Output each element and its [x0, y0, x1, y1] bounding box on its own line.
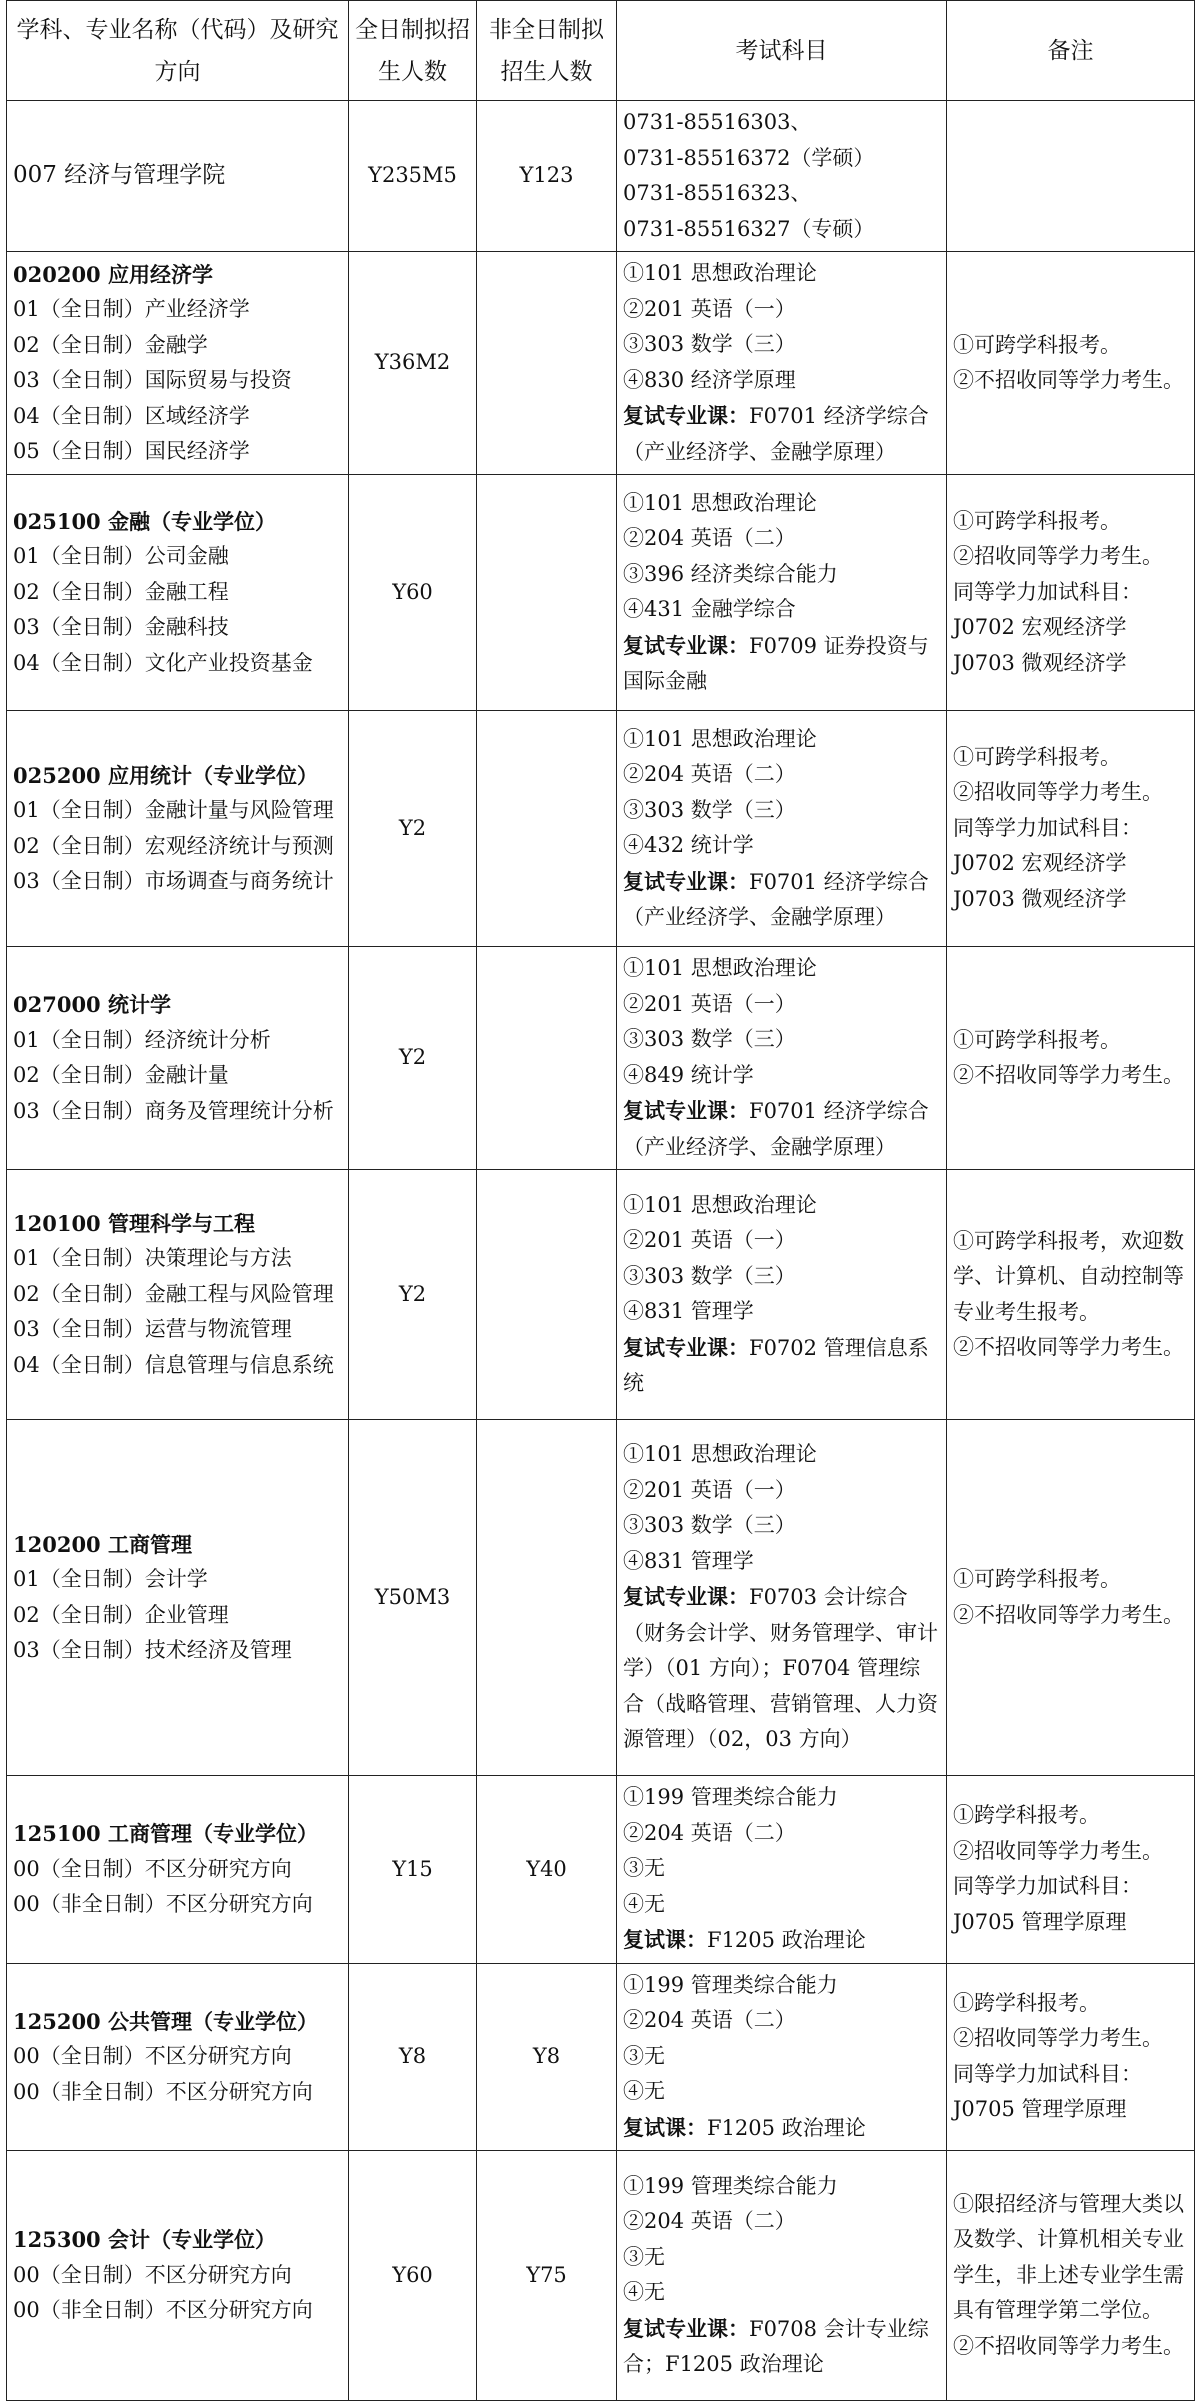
major-parttime-quota: [477, 475, 617, 711]
major-row: [7, 252, 1195, 475]
exam-subject: ①101 思想政治理论: [623, 490, 817, 515]
retest-course: [623, 1579, 940, 1758]
exam-subject: ④831 管理学: [623, 1299, 754, 1323]
exam-subject: ①101 思想政治理论: [623, 1192, 817, 1217]
exam-subject: ④831 管理学: [623, 1548, 754, 1573]
research-direction: 02（全日制）金融计量: [13, 1063, 229, 1087]
remark-line: ①可跨学科报考。: [953, 744, 1121, 769]
remark-line: ②招收同等学力考生。: [953, 780, 1163, 805]
research-direction: 00（全日制）不区分研究方向: [13, 2262, 292, 2287]
research-direction: 04（全日制）文化产业投资基金: [13, 650, 313, 675]
retest-course: [623, 864, 940, 936]
college-note: [947, 101, 1195, 252]
exam-subject: ③无: [623, 2043, 665, 2068]
major-row: [7, 711, 1195, 947]
major-fulltime-quota: Y8: [349, 1963, 477, 2151]
retest-label: 复试课：: [623, 1927, 707, 1952]
college-name: 007 经济与管理学院: [7, 101, 349, 252]
exam-subject: ①199 管理类综合能力: [623, 2173, 838, 2198]
retest-text: F0701 经济学综合（产业经济学、金融学原理）: [623, 404, 929, 464]
remark-line: ①可跨学科报考。: [953, 332, 1121, 357]
major-title: 025200 应用统计（专业学位）: [13, 762, 318, 788]
contact-line: 0731-85516303、: [623, 110, 812, 134]
retest-label: 复试专业课：: [623, 868, 749, 894]
major-cell: [7, 1420, 349, 1776]
exam-subject: ②201 英语（一）: [623, 1228, 796, 1252]
retest-label: 复试专业课：: [623, 403, 749, 428]
remark-line: J0705 管理学原理: [953, 2097, 1127, 2122]
exam-subject: ②201 英语（一）: [623, 296, 796, 321]
major-fulltime-quota: Y60: [349, 475, 477, 711]
exam-subjects: [617, 252, 947, 475]
header-major: 学科、专业名称（代码）及研究方向: [7, 1, 349, 101]
major-fulltime-quota: Y15: [349, 1776, 477, 1964]
remark-line: 同等学力加试科目：: [953, 815, 1142, 840]
college-fulltime: Y235M5: [349, 101, 477, 252]
major-title: 025100 金融（专业学位）: [13, 508, 276, 534]
major-parttime-quota: Y75: [477, 2151, 617, 2401]
major-row: [7, 1776, 1195, 1964]
research-direction: 01（全日制）决策理论与方法: [13, 1246, 292, 1271]
remarks: [947, 1963, 1195, 2151]
major-cell: [7, 475, 349, 711]
retest-text: F0709 证券投资与国际金融: [623, 633, 929, 693]
major-title: 125100 工商管理（专业学位）: [13, 1821, 318, 1846]
research-direction: 02（全日制）金融工程与风险管理: [13, 1281, 334, 1306]
major-fulltime-quota: Y2: [349, 947, 477, 1170]
college-row: [7, 101, 1195, 252]
remark-line: ②招收同等学力考生。: [953, 1838, 1163, 1863]
retest-text: F0703 会计综合（财务会计学、财务管理学、审计学）（01 方向）；F0704 管理综合（战略管理、营销管理、人力资源管理）（02，03 方向）: [623, 1585, 938, 1752]
major-cell: [7, 1776, 349, 1964]
contact-line: 0731-85516327（专硕）: [623, 216, 875, 241]
remark-line: ①跨学科报考。: [953, 1990, 1100, 2015]
research-direction: 02（全日制）宏观经济统计与预测: [13, 833, 334, 858]
retest-label: 复试专业课：: [623, 1098, 749, 1123]
admissions-table-container: [6, 0, 1195, 2401]
exam-subject: ③303 数学（三）: [623, 797, 796, 822]
research-direction: 04（全日制）区域经济学: [13, 403, 250, 428]
research-direction: 03（全日制）国际贸易与投资: [13, 368, 292, 392]
remarks: [947, 252, 1195, 475]
remark-line: ①可跨学科报考，欢迎数学、计算机、自动控制等专业考生报考。: [953, 1228, 1184, 1324]
exam-subject: ③无: [623, 1856, 665, 1880]
research-direction: 03（全日制）技术经济及管理: [13, 1638, 292, 1662]
major-cell: [7, 947, 349, 1170]
major-title: 125300 会计（专业学位）: [13, 2227, 276, 2253]
admissions-table: [6, 0, 1195, 2401]
research-direction: 00（全日制）不区分研究方向: [13, 1856, 292, 1881]
exam-subject: ②204 英语（二）: [623, 762, 796, 786]
major-row: [7, 1963, 1195, 2151]
exam-subject: ③396 经济类综合能力: [623, 561, 838, 586]
major-row: [7, 2151, 1195, 2401]
research-direction: 00（非全日制）不区分研究方向: [13, 1892, 313, 1916]
remarks: [947, 1420, 1195, 1776]
retest-text: F1205 政治理论: [707, 2115, 866, 2140]
research-direction: 00（非全日制）不区分研究方向: [13, 2079, 313, 2104]
exam-subjects: [617, 947, 947, 1170]
major-parttime-quota: [477, 711, 617, 947]
exam-subjects: [617, 1963, 947, 2151]
major-parttime-quota: [477, 1170, 617, 1420]
research-direction: 03（全日制）市场调查与商务统计: [13, 869, 334, 893]
remark-line: ②不招收同等学力考生。: [953, 368, 1184, 392]
major-fulltime-quota: Y50M3: [349, 1420, 477, 1776]
remarks: [947, 1170, 1195, 1420]
major-cell: [7, 1963, 349, 2151]
contact-line: 0731-85516323、: [623, 181, 812, 205]
exam-subject: ③303 数学（三）: [623, 332, 796, 356]
exam-subjects: [617, 1420, 947, 1776]
header-parttime: 非全日制拟招生人数: [477, 1, 617, 101]
remark-line: ①跨学科报考。: [953, 1803, 1100, 1828]
major-parttime-quota: [477, 1420, 617, 1776]
major-cell: [7, 2151, 349, 2401]
research-direction: 03（全日制）运营与物流管理: [13, 1317, 292, 1342]
exam-subject: ④无: [623, 1891, 665, 1916]
exam-subject: ④849 统计学: [623, 1062, 754, 1087]
major-cell: [7, 711, 349, 947]
retest-label: 复试课：: [623, 2114, 707, 2140]
exam-subject: ②201 英语（一）: [623, 991, 796, 1016]
exam-subject: ④830 经济学原理: [623, 367, 796, 392]
retest-course: [623, 2110, 940, 2147]
exam-subjects: [617, 2151, 947, 2401]
retest-label: 复试专业课：: [623, 632, 749, 658]
remarks: [947, 2151, 1195, 2401]
major-fulltime-quota: Y60: [349, 2151, 477, 2401]
retest-course: [623, 1330, 940, 1402]
exam-subject: ②204 英语（二）: [623, 1820, 796, 1845]
major-title: 120100 管理科学与工程: [13, 1210, 255, 1236]
remark-line: ②不招收同等学力考生。: [953, 1602, 1184, 1627]
remarks: [947, 711, 1195, 947]
major-row: [7, 1420, 1195, 1776]
retest-text: F0708 会计专业综合；F1205 政治理论: [623, 2316, 929, 2376]
remarks: [947, 947, 1195, 1170]
remark-line: J0702 宏观经济学: [953, 615, 1127, 640]
exam-subject: ④431 金融学综合: [623, 597, 796, 621]
retest-course: [623, 628, 940, 700]
remark-line: 同等学力加试科目：: [953, 1874, 1142, 1899]
major-row: [7, 1170, 1195, 1420]
exam-subject: ①101 思想政治理论: [623, 726, 817, 751]
exam-subject: ④无: [623, 2280, 665, 2304]
exam-subject: ③303 数学（三）: [623, 1263, 796, 1288]
research-direction: 03（全日制）金融科技: [13, 615, 229, 640]
retest-course: [623, 398, 940, 470]
retest-course: [623, 2311, 940, 2383]
exam-subject: ④无: [623, 2079, 665, 2103]
research-direction: 05（全日制）国民经济学: [13, 439, 250, 463]
exam-subject: ③303 数学（三）: [623, 1027, 796, 1051]
remark-line: J0703 微观经济学: [953, 650, 1127, 675]
research-direction: 02（全日制）金融工程: [13, 579, 229, 604]
exam-subject: ③无: [623, 2244, 665, 2269]
exam-subject: ①101 思想政治理论: [623, 1442, 817, 1467]
retest-label: 复试专业课：: [623, 1584, 749, 1610]
retest-course: [623, 1922, 940, 1959]
research-direction: 01（全日制）公司金融: [13, 544, 229, 569]
major-parttime-quota: [477, 947, 617, 1170]
remark-line: ①可跨学科报考。: [953, 508, 1121, 533]
remarks: [947, 475, 1195, 711]
research-direction: 03（全日制）商务及管理统计分析: [13, 1098, 334, 1123]
retest-text: F0701 经济学综合（产业经济学、金融学原理）: [623, 869, 929, 929]
research-direction: 01（全日制）会计学: [13, 1567, 208, 1591]
remark-line: ①可跨学科报考。: [953, 1027, 1121, 1052]
exam-subjects: [617, 711, 947, 947]
major-title: 125200 公共管理（专业学位）: [13, 2008, 318, 2034]
research-direction: 01（全日制）经济统计分析: [13, 1027, 271, 1052]
remark-line: J0703 微观经济学: [953, 886, 1127, 911]
remark-line: ②招收同等学力考生。: [953, 2026, 1163, 2051]
major-cell: [7, 1170, 349, 1420]
major-fulltime-quota: Y2: [349, 711, 477, 947]
remark-line: 同等学力加试科目：: [953, 2061, 1142, 2086]
retest-course: [623, 1093, 940, 1165]
college-parttime: Y123: [477, 101, 617, 252]
research-direction: 00（非全日制）不区分研究方向: [13, 2298, 313, 2323]
exam-subject: ②204 英语（二）: [623, 2008, 796, 2032]
retest-text: F0702 管理信息系统: [623, 1335, 929, 1395]
college-contacts: [617, 101, 947, 252]
remark-line: ②招收同等学力考生。: [953, 544, 1163, 569]
exam-subjects: [617, 475, 947, 711]
major-parttime-quota: Y8: [477, 1963, 617, 2151]
major-fulltime-quota: Y36M2: [349, 252, 477, 475]
exam-subject: ①199 管理类综合能力: [623, 1972, 838, 1997]
remark-line: ②不招收同等学力考生。: [953, 1063, 1184, 1087]
research-direction: 01（全日制）产业经济学: [13, 297, 250, 321]
major-parttime-quota: [477, 252, 617, 475]
research-direction: 02（全日制）金融学: [13, 332, 208, 357]
exam-subject: ②201 英语（一）: [623, 1477, 796, 1502]
remark-line: ①限招经济与管理大类以及数学、计算机相关专业学生，非上述专业学生需具有管理学第二学位。: [953, 2191, 1184, 2323]
retest-text: F1205 政治理论: [707, 1928, 866, 1952]
exam-subject: ②204 英语（二）: [623, 526, 796, 550]
research-direction: 04（全日制）信息管理与信息系统: [13, 1352, 334, 1377]
exam-subject: ①199 管理类综合能力: [623, 1785, 838, 1809]
major-title: 120200 工商管理: [13, 1531, 192, 1557]
retest-label: 复试专业课：: [623, 1334, 749, 1360]
header-notes: 备注: [947, 1, 1195, 101]
research-direction: 01（全日制）金融计量与风险管理: [13, 798, 334, 822]
major-title: 027000 统计学: [13, 992, 171, 1017]
retest-text: F0701 经济学综合（产业经济学、金融学原理）: [623, 1099, 929, 1159]
exam-subject: ①101 思想政治理论: [623, 956, 817, 980]
major-title: 020200 应用经济学: [13, 261, 213, 287]
research-direction: 00（全日制）不区分研究方向: [13, 2044, 292, 2068]
exam-subject: ①101 思想政治理论: [623, 261, 817, 285]
exam-subjects: [617, 1170, 947, 1420]
remark-line: J0702 宏观经济学: [953, 851, 1127, 876]
remark-line: 同等学力加试科目：: [953, 579, 1142, 604]
remark-line: ②不招收同等学力考生。: [953, 1335, 1184, 1359]
remark-line: ①可跨学科报考。: [953, 1567, 1121, 1591]
header-exams: 考试科目: [617, 1, 947, 101]
major-cell: [7, 252, 349, 475]
remarks: [947, 1776, 1195, 1964]
contact-line: 0731-85516372（学硕）: [623, 145, 875, 170]
major-row: [7, 947, 1195, 1170]
exam-subject: ③303 数学（三）: [623, 1513, 796, 1538]
exam-subject: ④432 统计学: [623, 833, 754, 857]
header-fulltime: 全日制拟招生人数: [349, 1, 477, 101]
remark-line: ②不招收同等学力考生。: [953, 2333, 1184, 2358]
research-direction: 02（全日制）企业管理: [13, 1602, 229, 1627]
major-parttime-quota: Y40: [477, 1776, 617, 1964]
major-row: [7, 475, 1195, 711]
header-row: [7, 1, 1195, 101]
remark-line: J0705 管理学原理: [953, 1909, 1127, 1934]
exam-subject: ②204 英语（二）: [623, 2209, 796, 2233]
exam-subjects: [617, 1776, 947, 1964]
major-fulltime-quota: Y2: [349, 1170, 477, 1420]
retest-label: 复试专业课：: [623, 2315, 749, 2341]
